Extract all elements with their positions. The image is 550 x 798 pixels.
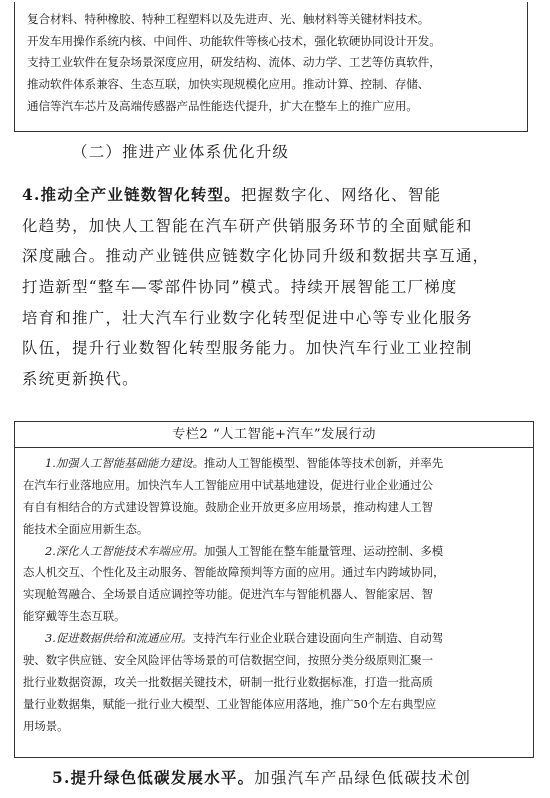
column-item-lead: 2.深化人工智能技术车端应用。 bbox=[45, 543, 204, 558]
column-item-line: 用场景。 bbox=[23, 718, 69, 733]
box1-line: 推动软件体系兼容、生态互联，加快实现规模化应用。推动计算、控制、存储、 bbox=[27, 77, 430, 92]
column-box-ai-auto bbox=[14, 421, 534, 758]
column-item-line: 驶、数字供应链、安全风险评估等场景的可信数据空间，按照分类分级原则汇聚一 bbox=[23, 653, 434, 668]
paragraph-line bbox=[22, 180, 534, 211]
column-item-line: 能技术全面应用新生态。 bbox=[23, 521, 149, 536]
paragraph-5 bbox=[52, 766, 471, 788]
paragraph-line: 深度融合。推动产业链供应链数字化协同升级和数据共享互通， bbox=[22, 247, 490, 266]
paragraph-line: 队伍，提升行业数智化转型服务能力。加快汽车行业工业控制 bbox=[22, 339, 473, 358]
paragraph-lead: 4.推动全产业链数智化转型。 bbox=[22, 186, 241, 204]
column-item-line: 实现舱驾融合、全场景自适应调控等功能。促进汽车与智能机器人、智能家居、智 bbox=[23, 587, 434, 602]
column-item-lead: 3.促进数据供给和流通应用。 bbox=[45, 631, 193, 646]
paragraph-text: 把握数字化、网络化、智能 bbox=[240, 186, 442, 204]
section-heading: （二）推进产业体系优化升级 bbox=[72, 143, 290, 161]
column-item-line bbox=[23, 628, 525, 650]
paragraph-line: 化趋势，加快人工智能在汽车研产供销服务环节的全面赋能和 bbox=[22, 216, 473, 235]
column-item-line bbox=[23, 453, 525, 475]
column-item-text: 加强人工智能在整车能量管理、运动控制、多模 bbox=[203, 543, 444, 558]
column-item-line: 有自有相结合的方式建设智算设施。鼓励企业开放更多应用场景，推动构建人工智 bbox=[23, 499, 434, 514]
box1-line: 复合材料、特种橡胶、特种工程塑料以及先进声、光、触材料等关键材料技术。 bbox=[27, 12, 430, 26]
column-item-text: 推动人工智能模型、智能体等技术创新，并率先 bbox=[203, 456, 444, 470]
column-item-text: 支持汽车行业企业联合建设面向生产制造、自动驾 bbox=[192, 631, 444, 646]
column-item-line: 量行业数据集，赋能一批行业大模型、工业智能体应用落地，推广50个左右典型应 bbox=[23, 696, 437, 711]
column-item-line: 能穿戴等生态互联。 bbox=[23, 609, 126, 624]
paragraph-text: 加强汽车产品绿色低碳技术创 bbox=[254, 769, 472, 787]
column-item-line: 态人机交互、个性化及主动服务、智能故障预判等方面的应用。通过车内跨域协同， bbox=[23, 565, 445, 580]
box1-line: 通信等汽车芯片及高端传感器产品性能迭代提升，扩大在整车上的推广应用。 bbox=[27, 98, 418, 113]
paragraph-line: 系统更新换代。 bbox=[22, 370, 139, 389]
column-item-line: 批行业数据资源，攻关一批数据关键技术，研制一批行业数据标准，打造一批高质 bbox=[23, 674, 434, 689]
column-item-line bbox=[23, 541, 525, 563]
box1-line: 支持工业软件在复杂场景深度应用，研发结构、流体、动力学、工艺等仿真软件， bbox=[27, 55, 441, 70]
paragraph-lead: 5.提升绿色低碳发展水平。 bbox=[52, 769, 255, 787]
paragraph-line: 打造新型“整车—零部件协同”模式。持续开展智能工厂梯度 bbox=[22, 278, 458, 297]
material-tech-box bbox=[14, 2, 528, 132]
box1-line: 开发车用操作系统内核、中间件、功能软件等核心技术，强化软硬协同设计开发。 bbox=[27, 33, 441, 48]
column-item-line: 在汽车行业落地应用。加快汽车人工智能应用中试基地建设，促进行业企业通过公 bbox=[23, 477, 434, 492]
column-box-body bbox=[15, 448, 533, 738]
column-item-lead: 1.加强人工智能基础能力建设。 bbox=[45, 456, 204, 470]
paragraph-4 bbox=[22, 180, 534, 395]
paragraph-line: 培育和推广，壮大汽车行业数字化转型促进中心等专业化服务 bbox=[22, 308, 473, 327]
column-box-title: 专栏2 “人工智能+汽车”发展行动 bbox=[15, 422, 533, 448]
